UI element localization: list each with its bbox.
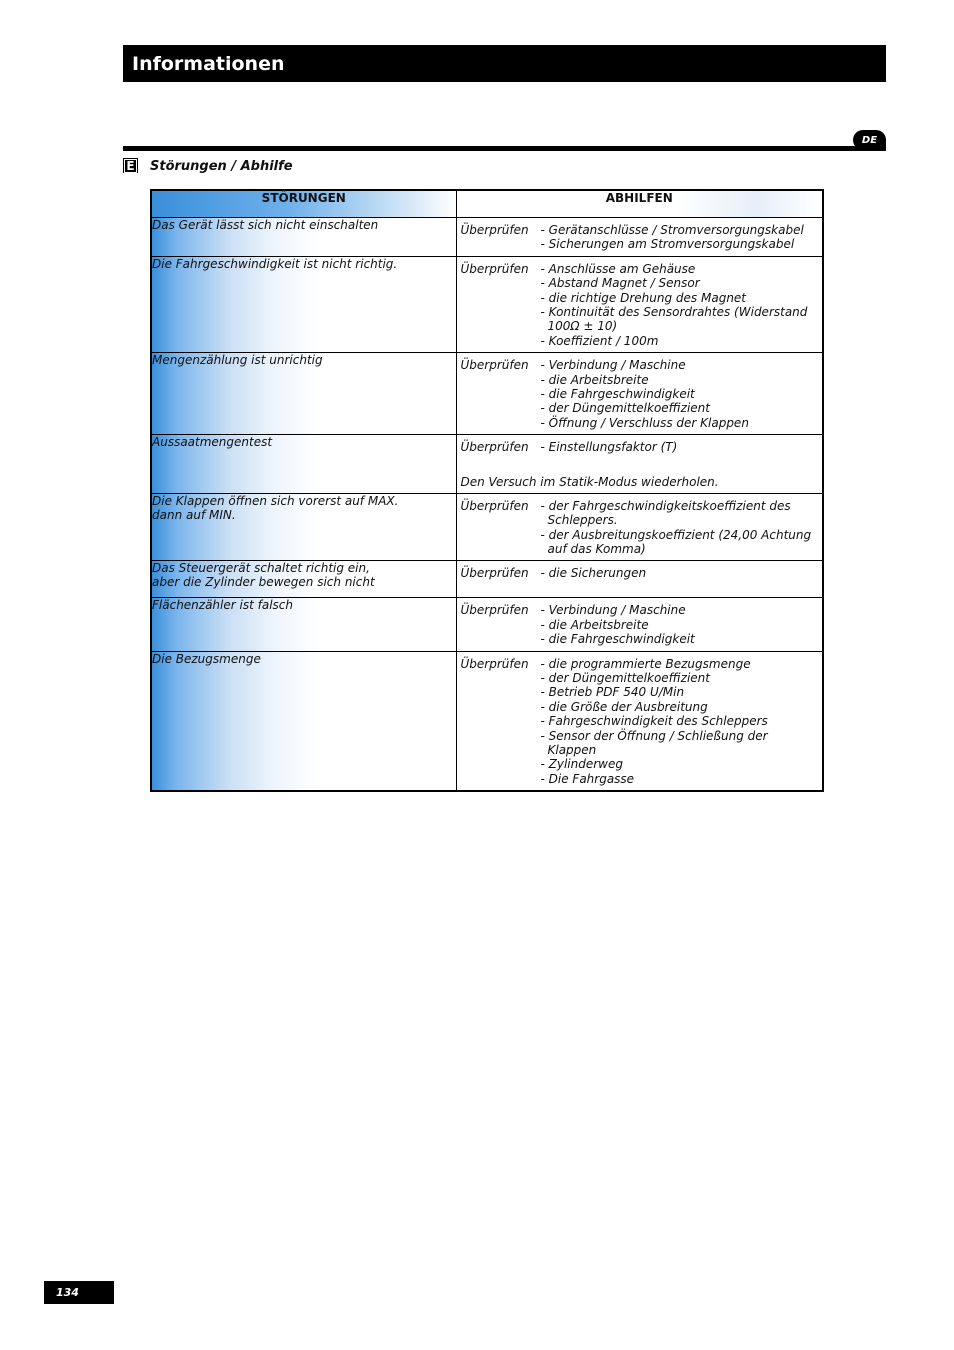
remedy-check-item: - Kontinuität des Sensordrahtes (Widerstand 100Ω ± 10) [540, 305, 808, 334]
remedy-cell [456, 256, 823, 352]
remedy-cell [456, 561, 823, 598]
remedy-cell [456, 218, 823, 257]
remedy-check-item: - Betrieb PDF 540 U/Min [540, 685, 685, 700]
remedy-check-item: - Fahrgeschwindigkeit des Schleppers [540, 714, 768, 729]
table-row [151, 435, 823, 493]
remedy-check-item: - der Düngemittelkoeffizient [540, 401, 710, 416]
table-header-row [151, 190, 823, 218]
header-rule [123, 146, 886, 151]
remedy-check-item: - der Fahrgeschwindigkeitskoeffizient des Schleppers. [540, 498, 791, 528]
remedy-check-item: - Koeffizient / 100m [540, 333, 659, 348]
problem-cell: Das Gerät lässt sich nicht einschalten [151, 218, 456, 257]
remedy-check-item: - Zylinderweg [540, 757, 623, 772]
problem-cell: Mengenzählung ist unrichtig [151, 353, 456, 435]
problem-cell: Aussaatmengentest [151, 435, 456, 493]
remedy-verb: Überprüfen [460, 498, 529, 513]
problem-cell: Die Bezugsmenge [151, 651, 456, 791]
remedy-check-item: - die Arbeitsbreite [540, 617, 649, 632]
remedy-check-item: - Sicherungen am Stromversorgungskabel [540, 237, 795, 252]
remedy-check-item: - die Fahrgeschwindigkeit [540, 632, 695, 647]
remedy-check-item: - Die Fahrgasse [540, 771, 635, 786]
remedy-cell [456, 353, 823, 435]
section-letter: E [126, 159, 135, 173]
problem-cell: Die Klappen öffnen sich vorerst auf MAX. dann auf MIN. [151, 493, 456, 561]
remedy-cell [456, 651, 823, 791]
remedy-verb: Überprüfen [460, 440, 529, 455]
remedy-verb: Überprüfen [460, 261, 529, 276]
table-row [151, 598, 823, 651]
page-number [44, 1281, 114, 1304]
remedy-check-item: - Verbindung / Maschine [540, 603, 686, 618]
remedy-check-item: - die Arbeitsbreite [540, 372, 649, 387]
column-header-problems: STÖRUNGEN [151, 190, 456, 218]
problem-cell: Die Fahrgeschwindigkeit ist nicht richtig. [151, 256, 456, 352]
remedy-check-item: - die programmierte Bezugsmenge [540, 656, 751, 671]
troubleshooting-table [150, 189, 824, 792]
section-title: Störungen / Abhilfe [150, 159, 293, 174]
remedy-check-item: - Öffnung / Verschluss der Klappen [540, 415, 749, 430]
remedy-check-list [541, 603, 819, 646]
table-row [151, 561, 823, 598]
column-header-remedies: ABHILFEN [456, 190, 823, 218]
problem-cell: Das Steuergerät schaltet richtig ein, aber die Zylinder bewegen sich nicht [151, 561, 456, 598]
remedy-check-list [541, 358, 819, 430]
language-tab-label: DE [861, 134, 878, 146]
table-row [151, 353, 823, 435]
remedy-cell [456, 435, 823, 493]
remedy-check-item: - Verbindung / Maschine [540, 358, 686, 373]
remedy-verb: Überprüfen [460, 223, 529, 237]
page-header [123, 45, 886, 82]
remedy-cell [456, 493, 823, 561]
remedy-verb: Überprüfen [460, 358, 529, 373]
remedy-verb: Überprüfen [460, 603, 529, 618]
table-row [151, 256, 823, 352]
remedy-check-item: - Einstellungsfaktor (T) [540, 440, 678, 455]
remedy-check-list [541, 223, 819, 252]
remedy-check-item: - die Größe der Ausbreitung [540, 699, 708, 714]
remedy-verb: Überprüfen [460, 656, 529, 671]
remedy-check-list [541, 566, 819, 580]
remedy-check-list [541, 499, 819, 557]
remedy-check-list [541, 440, 819, 454]
remedy-check-item: - Gerätanschlüsse / Stromversorgungskabel [540, 223, 804, 237]
remedy-cell [456, 598, 823, 651]
remedy-check-item: - Anschlüsse am Gehäuse [540, 261, 696, 276]
table-row [151, 218, 823, 257]
table-row [151, 651, 823, 791]
remedy-verb: Überprüfen [460, 566, 529, 581]
remedy-check-item: - die Sicherungen [540, 566, 647, 581]
problem-cell: Flächenzähler ist falsch [151, 598, 456, 651]
remedy-check-item: - der Düngemittelkoeffizient [540, 670, 710, 685]
remedy-check-item: - die Fahrgeschwindigkeit [540, 387, 695, 402]
remedy-check-list [541, 657, 819, 787]
remedy-check-list [541, 262, 819, 348]
section-letter-badge [123, 158, 138, 173]
remedy-check-item: - Sensor der Öffnung / Schließung der Klappen [540, 728, 768, 757]
remedy-check-item: - der Ausbreitungskoeffizient (24,00 Achtung auf das Komma) [540, 527, 812, 556]
remedy-note: Den Versuch im Statik-Modus wiederholen. [460, 474, 719, 489]
page-number-label: 134 [56, 1286, 79, 1299]
page-header-title: Informationen [132, 52, 285, 75]
remedy-check-item: - Abstand Magnet / Sensor [540, 276, 700, 291]
table-row [151, 493, 823, 561]
remedy-check-item: - die richtige Drehung des Magnet [540, 290, 747, 305]
